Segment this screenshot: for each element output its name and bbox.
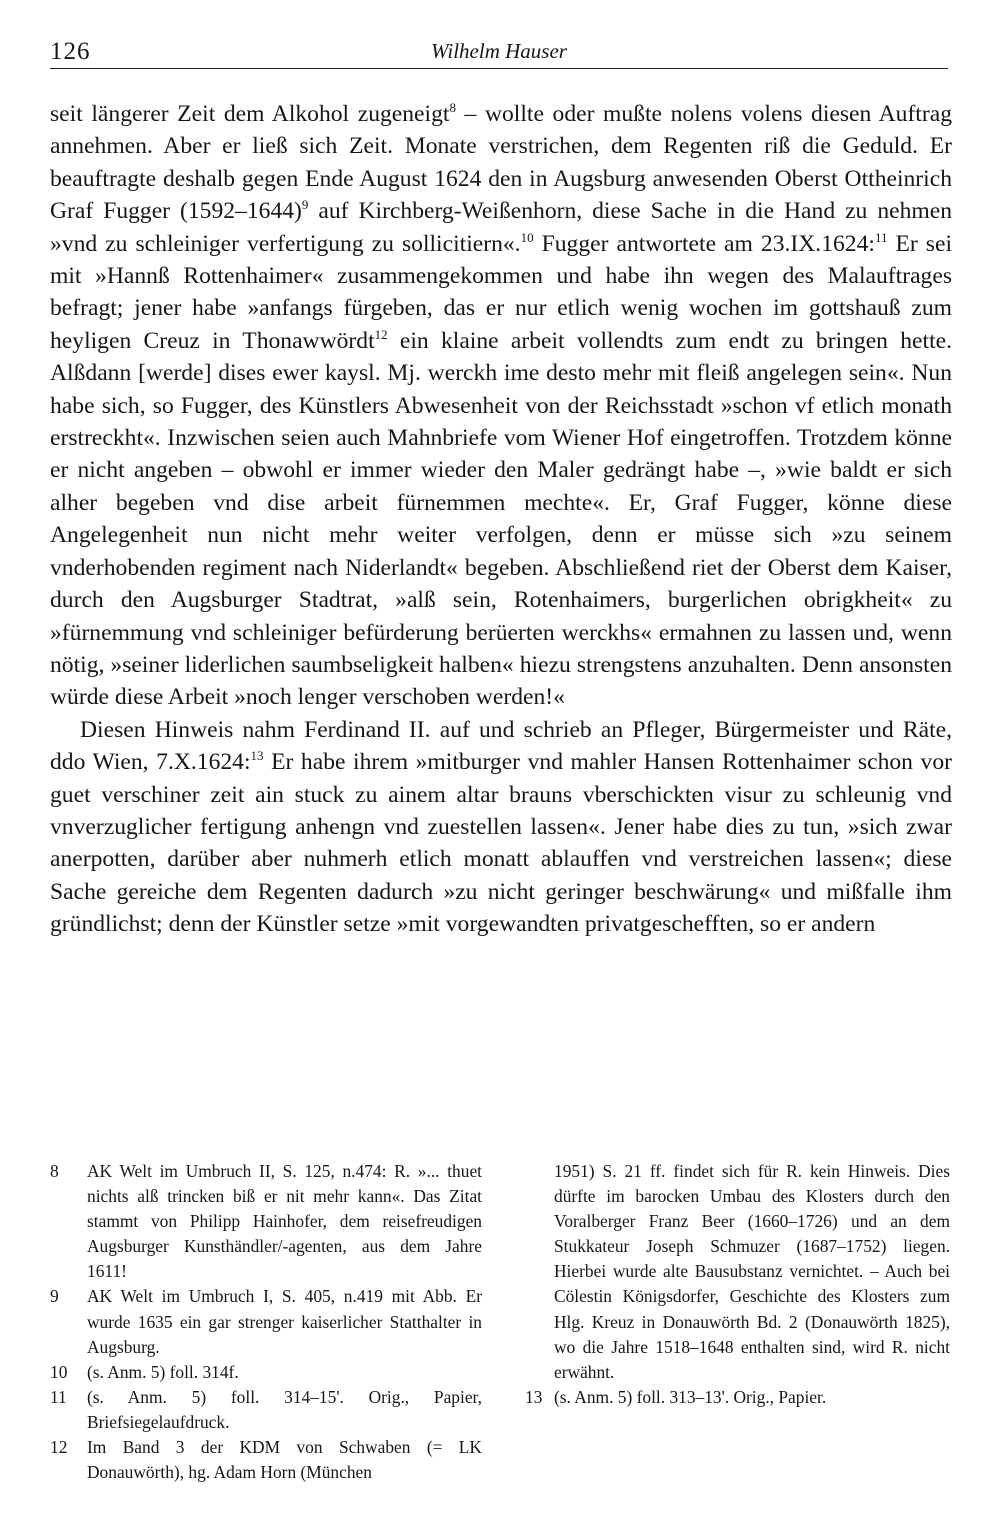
text-run: Er habe ihrem »mitburger vnd mahler Hansen Rottenhaimer schon vor guet verschiner zeit ain stuck zu ainem altar brauns vberschickten visur zu schleunig vnd vnverzuglicher fertigung anhengn vnd zuestellen lassen«. Jener habe dies zu tun, »sich zwar anerpotten, darüber aber nuhmerh etlich monatt ablauffen vnd verstreichen lassen«; diese Sache gereiche dem Regenten dadurch »zu nicht geringer beschwärung« und mißfalle ihm gründlichst; denn der Künstler setze »mit vorgewandten privatgeschefften, so er andern [50,749,952,938]
text-run: Diesen Hinweis nahm Ferdinand II. auf und schrieb an Pfleger, Bürgermeister und Räte, ddo Wien, 7.X.1624: [50,716,952,776]
text-run: ein klaine arbeit vollendts zum endt zu bringen hette. Alßdann [werde] dises ewer kaysl. Mj. werckh ime desto mehr mit fleiß angelegen sein«. Nun habe sich, so Fugger, des Künstlers Abwesenheit von der Reichsstadt »schon vf etlich monath erstreckht«. Inzwischen seien auch Mahnbriefe vom Wiener Hof eingetroffen. Trotzdem könne er nicht angeben – obwohl er immer wieder den Maler gedrängt habe –, »wie baldt er sich alher begeben vnd dise arbeit fürnemmen mechte«. Er, Graf Fugger, könne diese Angelegenheit nun nicht mehr weiter verfolgen, denn er müsse sich »zu seinem vnderhobenden regiment nach Niderlandt« begeben. Abschließend riet der Oberst dem Kaiser, durch den Augsburger Stadtrat, »alß sein, Rotenhaimers, burgerlichen obrigkheit« zu »fürnemmung vnd schleiniger befürderung berüerten werckhs« ermahnen zu lassen und, wenn nötig, »seiner liderlichen saumbseligkeit halben« hiezu strengstens anzuhalten. Denn ansonsten würde diese Arbeit »noch lenger verschoben werden!« [50,327,952,711]
footnotes-right-column [525,1159,950,1410]
paragraph-2 [50,714,952,941]
footnote-text: Im Band 3 der KDM von Schwaben (= LK Donauwörth), hg. Adam Horn (München [87,1437,482,1483]
footnote-number: 13 [525,1386,543,1407]
footnote-ref-10[interactable]: 10 [520,229,534,245]
footnotes-left-column [50,1159,482,1485]
footnote-text: (s. Anm. 5) foll. 314f. [87,1361,239,1382]
footnote-text: (s. Anm. 5) foll. 314–15'. Orig., Papier, Briefsiegelaufdruck. [87,1386,482,1432]
footnote-ref-8[interactable]: 8 [449,100,456,115]
text-run: Er sei mit »Hannß Rottenhaimer« zusammengekommen und habe ihn wegen des Malauftrages befragt; jener habe »anfangs fürgeben, das er nur etlich wenig wochen im gottshauß zum heyligen Creuz in Thonawwördt [50,230,952,354]
footnote-9 [50,1284,482,1359]
paragraph-1 [50,98,952,714]
footnote-13 [525,1385,950,1410]
footnote-text: AK Welt im Umbruch II, S. 125, n.474: R. »... thuet nichts alß trincken biß er nit mehr kann«. Das Zitat stammt von Philipp Hainhofer, dem reisefreudigen Augsburger Kunsthändler/-agenten, aus dem Jahre 1611! [87,1161,482,1282]
text-run: – wollte oder mußte nolens volens diesen Auftrag annehmen. Aber er ließ sich Zeit. Monate verstrichen, dem Regenten riß die Geduld. Er beauftragte deshalb gegen Ende August 1624 den in Augsburg anwesenden Oberst Ottheinrich Graf Fugger (1592–1644) [50,101,952,225]
footnote-number: 8 [50,1161,59,1181]
footnote-10 [50,1360,482,1385]
footnote-text: (s. Anm. 5) foll. 313–13'. Orig., Papier. [554,1386,827,1407]
footnote-number: 12 [50,1437,68,1458]
page-header [50,34,948,69]
footnote-11 [50,1385,482,1435]
text-run: seit längerer Zeit dem Alkohol zugeneigt [50,101,450,127]
footnote-ref-9[interactable]: 9 [301,197,309,213]
footnote-12-continued: 1951) S. 21 ff. findet sich für R. kein Hinweis. Dies dürfte im barocken Umbau des Klosters durch den Voralberger Franz Beer (1660–1726) und an dem Stukkateur Joseph Schmuzer (1687–1752) liegen. Hierbei wurde alte Bausubstanz vernichtet. – Auch bei Cölestin Königsdorfer, Geschichte des Klosters zum Hlg. Kreuz in Donauwörth Bd. 2 (Donauwörth 1825), wo die Jahre 1518–1648 enthalten sind, wird R. nicht erwähnt. [554,1161,950,1382]
footnote-number: 9 [50,1286,59,1307]
body-text [50,98,952,941]
page-number: 126 [50,38,91,65]
text-run: auf Kirchberg-Weißenhorn, diese Sache in die Hand zu nehmen »vnd zu schleiniger verfertigung zu sollicitiern«. [50,198,953,257]
footnote-number: 10 [50,1361,68,1382]
footnote-ref-11[interactable]: 11 [874,229,888,245]
running-head: Wilhelm Hauser [431,39,567,63]
footnote-12 [50,1435,482,1485]
text-run: Fugger antwortete am 23.IX.1624: [533,230,875,257]
footnote-text: AK Welt im Umbruch I, S. 405, n.419 mit Abb. Er wurde 1635 ein gar strenger kaiserlicher Statthalter in Augsburg. [87,1286,482,1357]
footnote-ref-12[interactable]: 12 [374,326,388,342]
footnote-number: 11 [50,1386,67,1407]
footnote-8 [50,1159,482,1284]
footnote-ref-13[interactable]: 13 [250,748,264,764]
